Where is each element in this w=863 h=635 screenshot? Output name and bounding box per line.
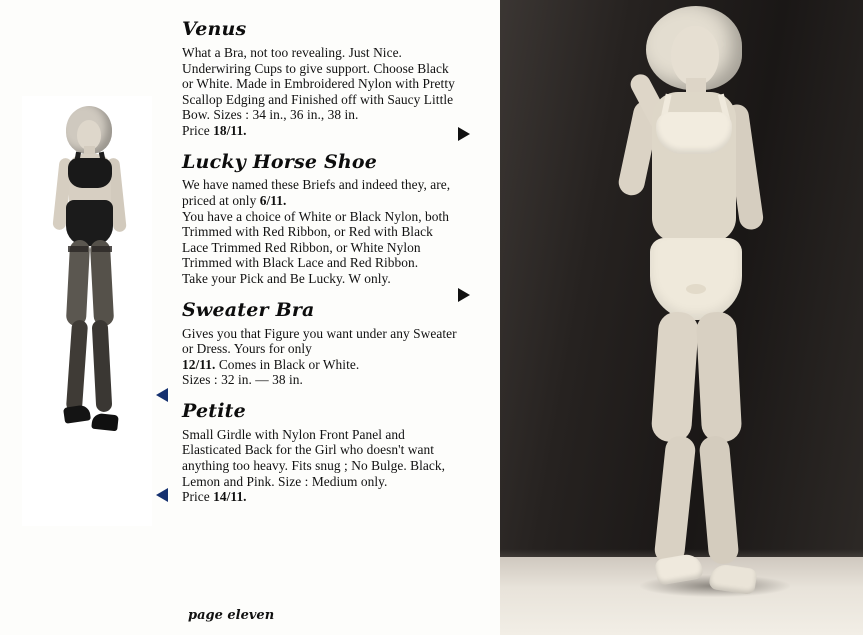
- lucky-description-part2: You have a choice of White or Black Nylon, both Trimmed with Red Ribbon, or Red with Black Lace Trimmed Red Ribbon, or White Nylon Trimmed with Black Lace and Red Ribbon.: [182, 208, 450, 271]
- sweater-description-part3: Sizes : 32 in. — 38 in.: [182, 372, 303, 388]
- right-model-photo: [500, 0, 863, 635]
- left-model-shoe-right: [91, 413, 119, 432]
- product-entry-venus: [182, 20, 462, 139]
- product-entry-sweater-bra: [182, 298, 462, 388]
- right-model-face: [671, 26, 719, 86]
- left-model-stocking-top-right: [92, 246, 112, 252]
- left-model-shoe-left: [63, 404, 91, 423]
- product-description-lucky-horse-shoe: [182, 177, 462, 286]
- right-arrow-icon-lucky-horse-shoe: [458, 288, 470, 302]
- product-text-column: [182, 20, 462, 519]
- right-model-brief-bow: [686, 284, 706, 294]
- lucky-price-value: 6/11.: [259, 193, 287, 209]
- left-model-stocking-top-left: [68, 246, 88, 252]
- product-entry-lucky-horse-shoe: [182, 150, 462, 287]
- venus-price-label: Price: [182, 122, 214, 138]
- left-arrow-icon-petite: [156, 488, 168, 502]
- venus-price-value: 18/11.: [213, 122, 247, 138]
- product-description-petite: [182, 427, 462, 505]
- product-title-venus: Venus: [182, 18, 247, 40]
- product-title-lucky-horse-shoe: Lucky Horse Shoe: [182, 150, 378, 173]
- left-model-girdle: [66, 200, 113, 246]
- venus-description-text: What a Bra, not too revealing. Just Nice. Underwiring Cups to give support. Choose Black or White. Made in Embroidered Nylon with Pretty Scallop Edging and Finished off with Saucy Little Bow. Sizes : 34 in., 36 in., 38 in.: [182, 44, 455, 123]
- left-model-thigh-right: [90, 240, 114, 327]
- product-description-venus: [182, 45, 462, 139]
- left-model-calf-right: [92, 320, 113, 413]
- sweater-description-part1: Gives you that Figure you want under any Sweater or Dress. Yours for only: [182, 325, 457, 357]
- right-model-thigh-right: [696, 311, 743, 443]
- left-model-bra: [68, 158, 112, 188]
- left-model-photo: [22, 96, 152, 526]
- left-model-thigh-left: [66, 240, 90, 327]
- right-model-bra: [656, 112, 732, 154]
- lucky-description-part3: Take your Pick and Be Lucky. W only.: [182, 271, 391, 286]
- product-title-sweater-bra: Sweater Bra: [182, 298, 315, 321]
- lucky-description-part1: We have named these Briefs and indeed they, are, priced at only: [182, 177, 451, 209]
- sweater-price-value: 12/11.: [182, 356, 216, 372]
- page-number: page eleven: [188, 608, 275, 623]
- product-title-petite: Petite: [182, 399, 246, 422]
- petite-price-label: Price: [182, 489, 214, 505]
- product-description-sweater-bra: [182, 326, 462, 388]
- left-model-calf-left: [66, 320, 88, 413]
- petite-description-text: Small Girdle with Nylon Front Panel and Elasticated Back for the Girl who doesn't want anything too heavy. Fits snug ; No Bulge. Black, Lemon and Pink. Size : Medium only.: [182, 426, 445, 489]
- petite-price-value: 14/11.: [213, 489, 247, 505]
- product-entry-petite: [182, 399, 462, 505]
- sweater-description-part2: Comes in Black or White.: [215, 356, 360, 372]
- left-arrow-icon-sweater-bra: [156, 388, 168, 402]
- right-arrow-icon-venus: [458, 127, 470, 141]
- left-model-figure: [22, 96, 152, 526]
- right-model-brief: [650, 238, 742, 320]
